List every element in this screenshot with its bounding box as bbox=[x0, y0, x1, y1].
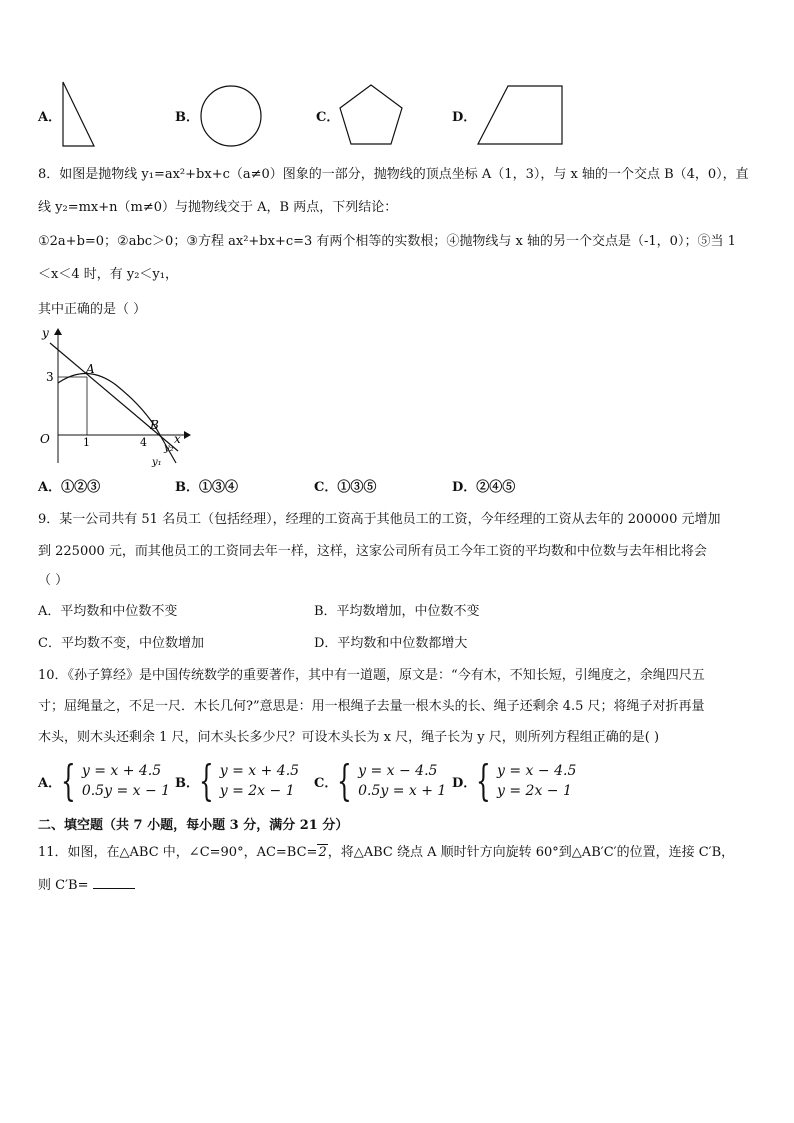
q9-option-c: C．平均数不变，中位数增加 bbox=[38, 636, 204, 651]
section-heading-fill-blank: 二、填空题（共 7 小题，每小题 3 分，满分 21 分） bbox=[38, 818, 349, 833]
parabola-line-graph bbox=[36, 323, 196, 468]
q10-text-line3: 木头，则木头还剩余 1 尺，问木头长多少尺？可设木头长为 x 尺，绳子长为 y 尺，则所列方程组正确的是( ) bbox=[38, 730, 660, 745]
q8-option-d: D．②④⑤ bbox=[452, 480, 516, 495]
q10-option-b: B． { y = x + 4.5 y = 2x − 1 bbox=[175, 756, 300, 805]
q8-option-b: B．①③④ bbox=[175, 480, 239, 495]
q8-option-c: C．①③⑤ bbox=[314, 480, 377, 495]
q9-option-a: A．平均数和中位数不变 bbox=[38, 604, 178, 619]
q10-option-d: D． { y = x − 4.5 y = 2x − 1 bbox=[452, 756, 577, 805]
q7-option-a: A． bbox=[38, 110, 62, 125]
label-tick-x1: 1 bbox=[83, 436, 90, 449]
q7-option-d: D． bbox=[452, 110, 477, 125]
label-y2: y₂ bbox=[164, 443, 174, 454]
x-axis-arrow bbox=[184, 431, 191, 439]
label-origin: O bbox=[40, 432, 50, 446]
q10-option-a: A． { y = x + 4.5 0.5y = x − 1 bbox=[38, 756, 171, 805]
label-tick-x4: 4 bbox=[140, 436, 147, 449]
label-y-axis: y bbox=[42, 326, 49, 340]
sqrt-value: 2 bbox=[318, 845, 327, 860]
triangle-shape bbox=[58, 80, 98, 150]
q11-text-line2: 则 C′B= bbox=[38, 876, 135, 894]
q8-text-line1: 8．如图是抛物线 y₁=ax²+bx+c（a≠0）图象的一部分，抛物线的顶点坐标 A（1，3），与 x 轴的一个交点 B（4，0），直 bbox=[38, 167, 749, 182]
q8-option-a: A．①②③ bbox=[38, 480, 101, 495]
q7-option-b: B． bbox=[175, 110, 199, 125]
q8-text-line4: ＜x＜4 时，有 y₂＜y₁， bbox=[38, 267, 178, 282]
q8-text-line2: 线 y₂=mx+n（m≠0）与抛物线交于 A，B 两点，下列结论： bbox=[38, 200, 398, 215]
trapezoid-shape bbox=[474, 84, 566, 148]
label-y1: y₁ bbox=[152, 457, 162, 468]
q8-text-line3: ①2a+b=0；②abc＞0；③方程 ax²+bx+c=3 有两个相等的实数根；④抛物线与 x 轴的另一个交点是（-1，0）；⑤当 1 bbox=[38, 234, 736, 249]
label-tick-y3: 3 bbox=[46, 370, 54, 384]
answer-blank[interactable] bbox=[93, 876, 135, 889]
q9-text-line3: （ ） bbox=[38, 573, 69, 588]
y-axis-arrow bbox=[54, 328, 62, 335]
q11-text-line1: 11．如图，在△ABC 中，∠C=90°，AC=BC=2，将△ABC 绕点 A 顺时针方向旋转 60°到△AB′C′的位置，连接 C′B， bbox=[38, 845, 735, 860]
q9-option-b: B．平均数增加，中位数不变 bbox=[314, 604, 480, 619]
q7-option-c: C． bbox=[316, 110, 340, 125]
q9-option-d: D．平均数和中位数都增大 bbox=[314, 636, 468, 651]
q9-text-line2: 到 225000 元，而其他员工的工资同去年一样，这样，这家公司所有员工今年工资的平均数和中位数与去年相比将会 bbox=[38, 544, 707, 559]
q10-text-line2: 寸；屈绳量之，不足一尺．木长几何?”意思是：用一根绳子去量一根木头的长、绳子还剩余 4.5 尺；将绳子对折再量 bbox=[38, 699, 705, 714]
q10-option-c: C． { y = x − 4.5 0.5y = x + 1 bbox=[314, 756, 447, 805]
label-point-b: B bbox=[150, 418, 159, 432]
label-x-axis: x bbox=[174, 432, 181, 446]
q10-text-line1: 10．《孙子算经》是中国传统数学的重要著作，其中有一道题，原文是：“今有木，不知长短，引绳度之，余绳四尺五 bbox=[38, 668, 705, 683]
label-point-a: A bbox=[86, 362, 95, 376]
q9-text-line1: 9．某一公司共有 51 名员工（包括经理），经理的工资高于其他员工的工资，今年经理的工资从去年的 200000 元增加 bbox=[38, 512, 721, 527]
pentagon-shape bbox=[336, 82, 406, 148]
q8-text-line5: 其中正确的是（ ） bbox=[38, 302, 147, 317]
circle-shape bbox=[198, 84, 264, 148]
